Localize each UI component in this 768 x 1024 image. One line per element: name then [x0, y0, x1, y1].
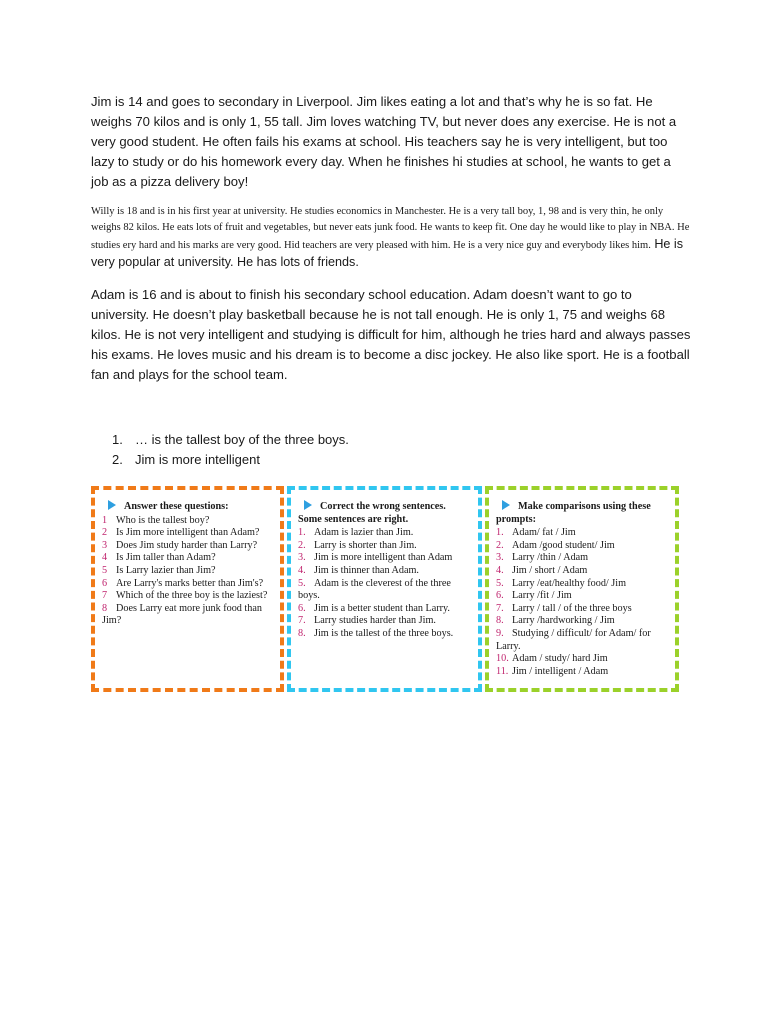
list-item: 4. Jim is thinner than Adam.	[298, 564, 419, 576]
paragraph-adam: Adam is 16 and is about to finish his secondary school education. Adam doesn’t want to go to university. He doesn’t play basketball because he is not tall enough. He is only 1, 75 and weighs 68 kilos. He is not very intelligent and studying is difficult for him, although he tries hard and always passes his exams. He loves music and his dream is to become a disc jockey. He also like sport. He is a football fan and plays for the school team.	[91, 287, 691, 382]
list-item: 6. Jim is a better student than Larry.	[298, 602, 450, 614]
paragraph-jim: Jim is 14 and goes to secondary in Liverpool. Jim likes eating a lot and that’s why he is so fat. He weighs 70 kilos and is only 1, 55 tall. Jim loves watching TV, but never does any exercise. He is not a very good student. He often fails his exams at school. His teachers say he is very intelligent, but too lazy to study or do his homework every day. When he finishes hi studies at school, he wants to get a job as a pizza delivery boy!	[91, 94, 677, 189]
list-item: 11. Jim / intelligent / Adam	[496, 665, 609, 677]
paragraph-willy-tail: He is very popular at university. He has lots of friends.	[91, 237, 684, 269]
play-triangle-icon	[108, 500, 116, 510]
list-item: 1. Adam is lazier than Jim.	[298, 527, 414, 539]
questions-heading: Answer these questions:	[102, 500, 274, 514]
list-item: 8. Jim is the tallest of the three boys.	[298, 627, 454, 639]
list-item: 2. Larry is shorter than Jim.	[298, 539, 417, 551]
list-item: 4 Is Jim taller than Adam?	[102, 552, 216, 564]
list-item: 7. Larry studies harder than Jim.	[298, 615, 436, 627]
list-item: 5 Is Larry lazier than Jim?	[102, 564, 216, 576]
numbered-list	[112, 430, 349, 470]
list-item: 6 Are Larry's marks better than Jim's?	[102, 577, 264, 589]
comparisons-box	[485, 486, 679, 692]
list-item: 10. Adam / study/ hard Jim	[496, 653, 608, 665]
list-item: 2. Adam /good student/ Jim	[496, 539, 615, 551]
comparisons-list	[496, 527, 669, 678]
correct-sentences-list	[298, 527, 472, 640]
list-item: 7. Larry / tall / of the three boys	[496, 602, 632, 614]
list-text: … is the tallest boy of the three boys.	[135, 432, 349, 447]
list-item	[112, 430, 349, 450]
list-item: 2 Is Jim more intelligent than Adam?	[102, 527, 260, 539]
list-item: 6. Larry /fit / Jim	[496, 590, 572, 602]
list-item: 1. Adam/ fat / Jim	[496, 527, 576, 539]
play-triangle-icon	[502, 500, 510, 510]
list-item: 7 Which of the three boy is the laziest?	[102, 590, 268, 602]
list-number: 1.	[112, 432, 123, 447]
comparisons-heading: Make comparisons using these prompts:	[496, 501, 651, 525]
list-number: 2.	[112, 452, 123, 467]
play-triangle-icon	[304, 500, 312, 510]
list-item	[112, 450, 349, 470]
list-item: 1 Who is the tallest boy?	[102, 514, 210, 526]
paragraph-willy-serif: Willy is 18 and is in his first year at university. He studies economics in Manchester. He is a very tall boy, 1, 98 and is very thin, he only weighs 82 kilos. He eats lots of fruit and vegetables, but never eats junk food. He wants to keep fit. One day he would like to play in NBA. He studies ery hard and his marks are very good. Hid teachers are very pleased with him. He is a very nice guy and everybody likes him.	[91, 206, 690, 251]
list-item: 3. Jim is more intelligent than Adam	[298, 552, 453, 564]
paragraph-willy	[91, 204, 691, 272]
list-item: 5. Larry /eat/healthy food/ Jim	[496, 577, 627, 589]
correct-sentences-heading: Correct the wrong sentences. Some sentences are right.	[298, 501, 446, 525]
list-item: 3. Larry /thin / Adam	[496, 552, 589, 564]
questions-box	[91, 486, 284, 692]
list-item: 8 Does Larry eat more junk food than Jim?	[102, 602, 262, 627]
correct-sentences-box	[287, 486, 482, 692]
list-item: 4. Jim / short / Adam	[496, 564, 588, 576]
list-item: 8. Larry /hardworking / Jim	[496, 615, 615, 627]
list-item: 5. Adam is the cleverest of the three boys.	[298, 577, 451, 602]
list-item: 9. Studying / difficult/ for Adam/ for Larry.	[496, 627, 651, 652]
list-item: 3 Does Jim study harder than Larry?	[102, 539, 258, 551]
list-text: Jim is more intelligent	[135, 452, 260, 467]
questions-list	[102, 515, 274, 628]
